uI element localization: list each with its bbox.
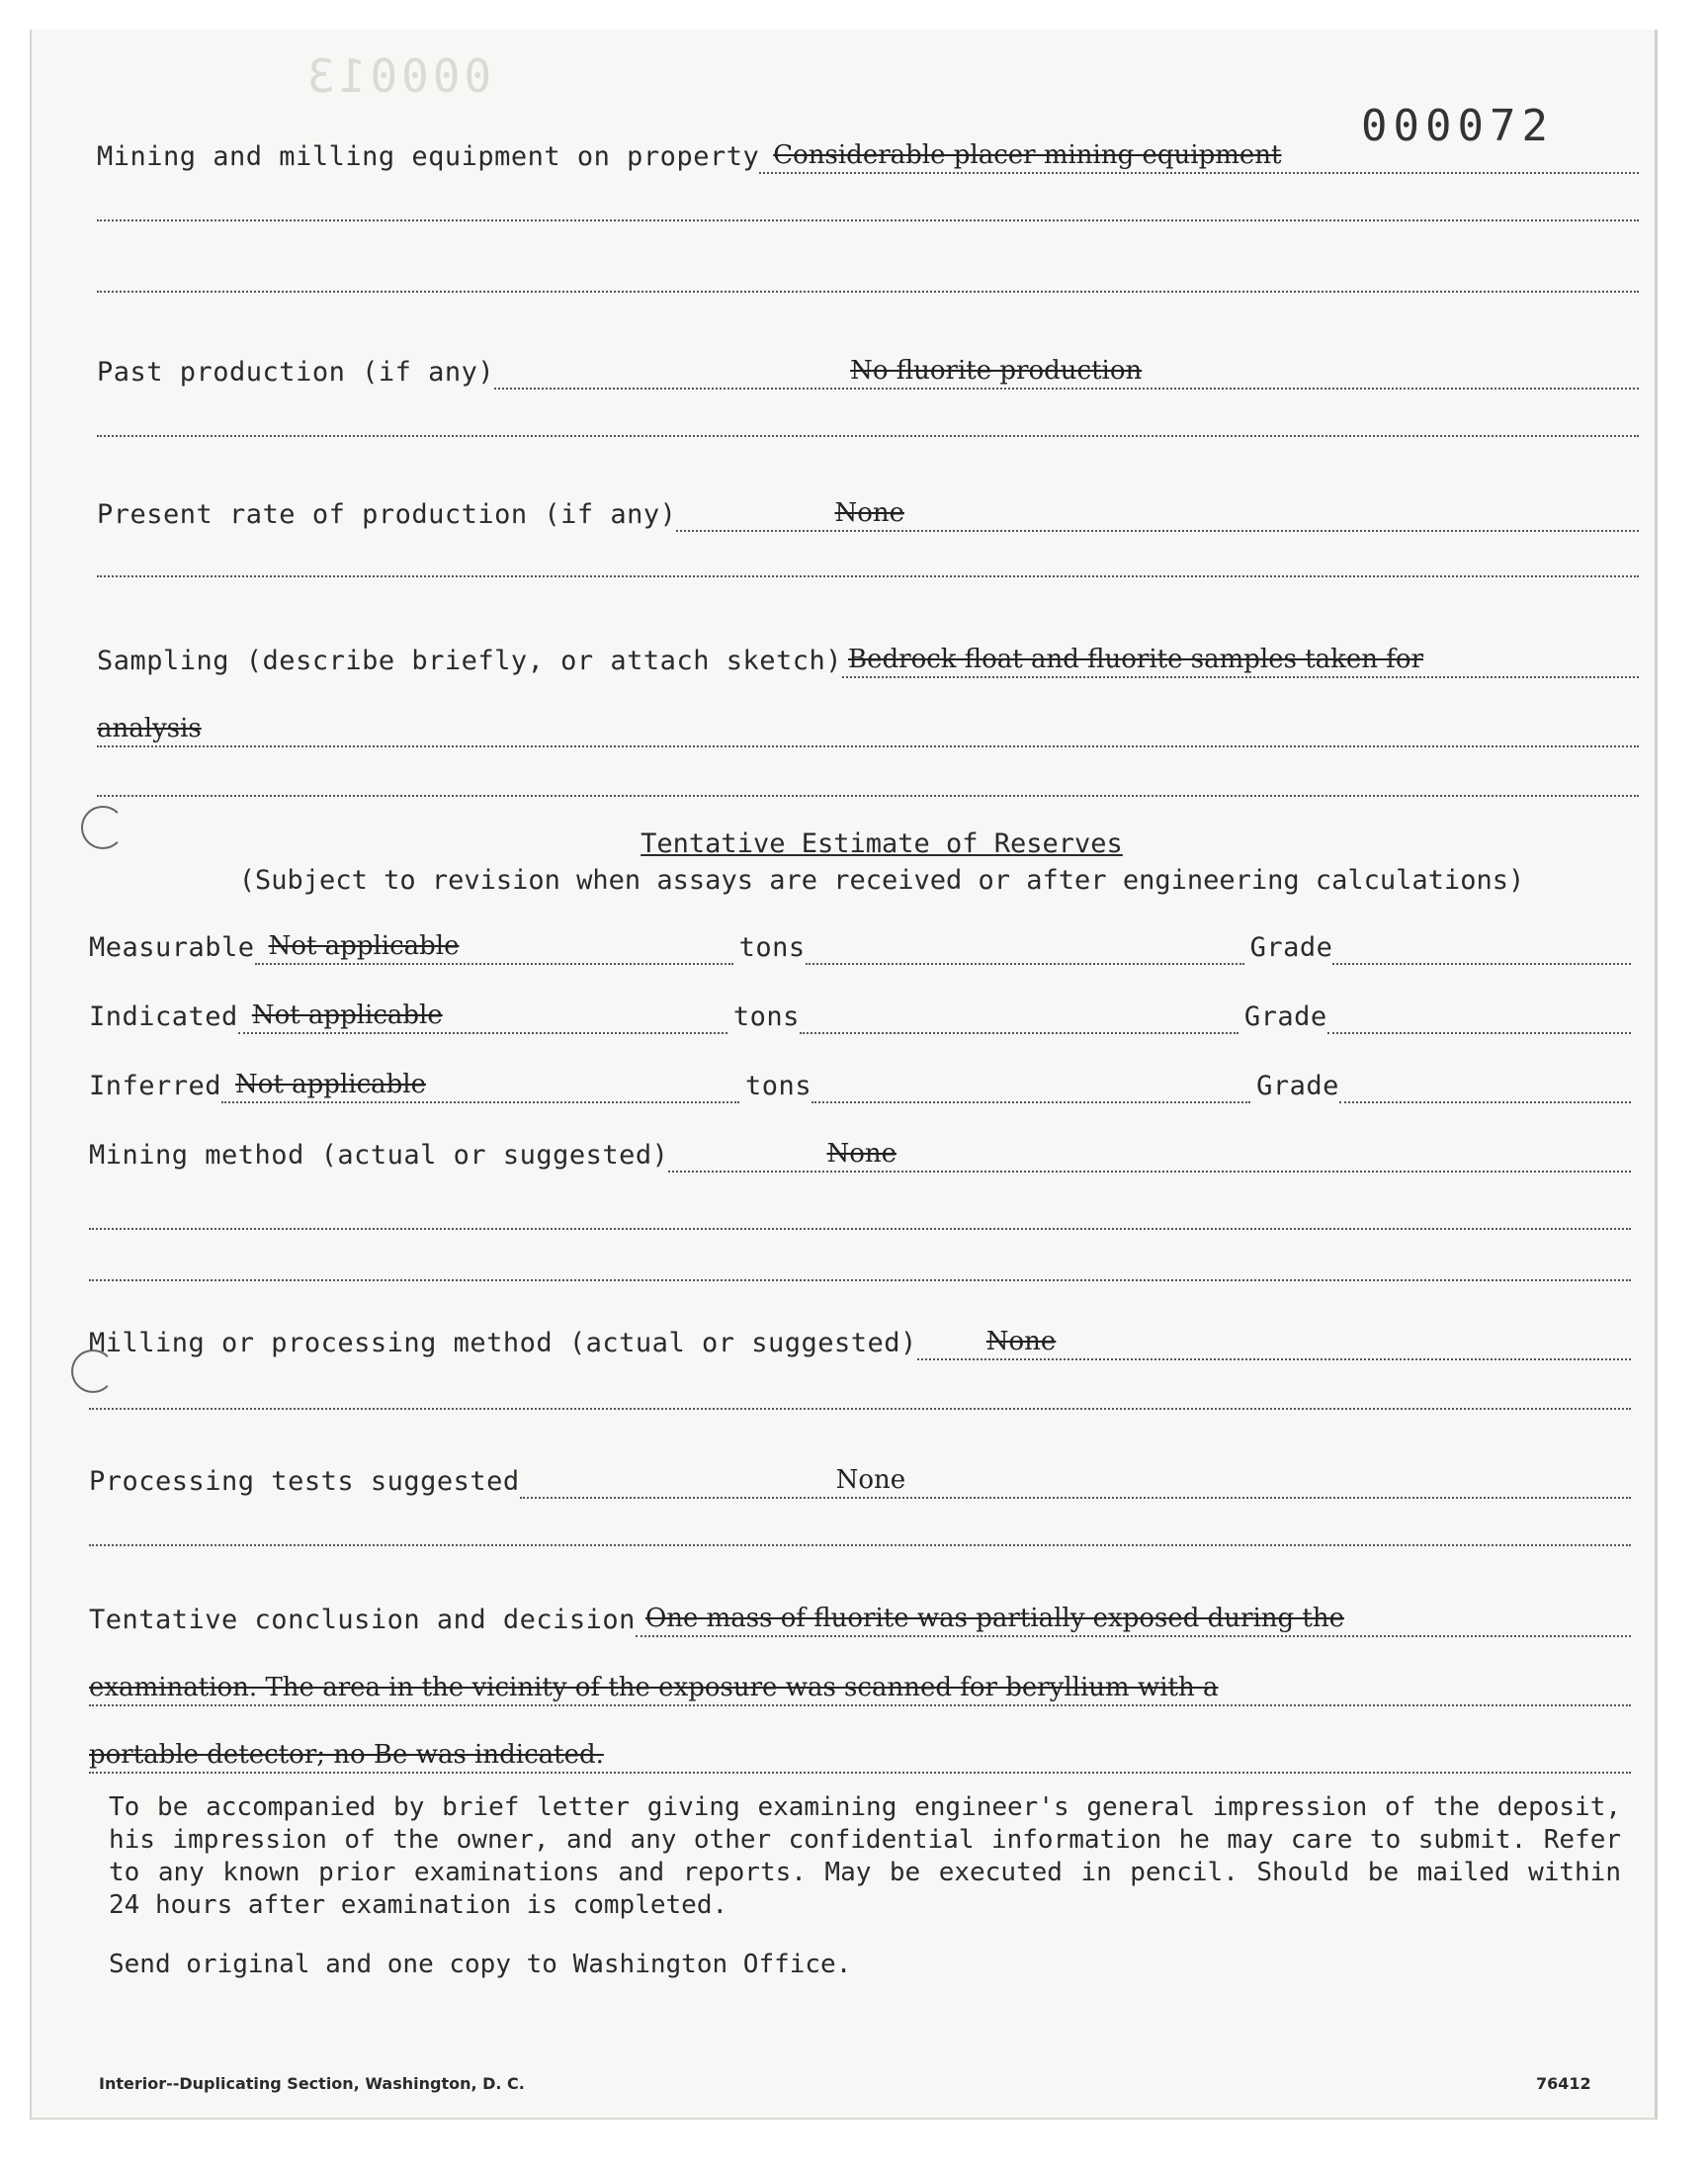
form-page <box>30 30 1658 2120</box>
mining-method-row <box>89 1127 1631 1173</box>
blank-line <box>89 1542 1631 1546</box>
mining-method-field[interactable] <box>668 1138 1631 1173</box>
inferred-tons-blank[interactable] <box>811 1099 1250 1103</box>
measurable-tons-field[interactable] <box>255 930 733 965</box>
inferred-grade-field[interactable] <box>1339 1099 1631 1103</box>
footer-printer: Interior--Duplicating Section, Washington, D. C. <box>99 2074 525 2093</box>
conclusion-field[interactable] <box>636 1603 1631 1637</box>
present-rate-label: Present rate of production (if any) <box>97 499 677 530</box>
grade-label: Grade <box>1256 1071 1339 1101</box>
milling-method-row <box>89 1315 1631 1360</box>
measurable-tons-blank[interactable] <box>806 961 1244 965</box>
processing-tests-value: None <box>835 1465 906 1495</box>
sampling-field[interactable] <box>842 644 1639 678</box>
document-number: 000072 <box>1361 101 1554 151</box>
reserves-label: Indicated <box>89 1001 238 1032</box>
measurable-grade-field[interactable] <box>1332 961 1631 965</box>
tons-label: tons <box>738 932 806 963</box>
sampling-continuation-field[interactable] <box>97 713 1639 747</box>
tons-label: tons <box>732 1001 800 1032</box>
past-production-value: No fluorite production <box>850 356 1143 386</box>
milling-method-value: None <box>985 1327 1057 1356</box>
reserves-subtitle: (Subject to revision when assays are received or after engineering calculations) <box>238 865 1525 896</box>
processing-tests-field[interactable] <box>520 1464 1631 1499</box>
blank-line <box>89 1406 1631 1410</box>
reserves-label: Inferred <box>89 1071 222 1101</box>
measurable-value: Not applicable <box>268 931 460 961</box>
equipment-label: Mining and milling equipment on property <box>97 141 760 172</box>
present-rate-field[interactable] <box>676 497 1639 532</box>
indicated-value: Not applicable <box>251 1000 443 1030</box>
reserves-label: Measurable <box>89 932 255 963</box>
conclusion-row-3 <box>89 1728 1631 1774</box>
milling-method-field[interactable] <box>917 1326 1631 1360</box>
blank-line <box>89 1277 1631 1281</box>
reserves-row-measurable <box>89 919 1631 965</box>
blank-line <box>97 433 1639 437</box>
indicated-grade-field[interactable] <box>1327 1030 1631 1034</box>
sampling-row <box>97 633 1639 678</box>
conclusion-row <box>89 1592 1631 1637</box>
blank-line <box>89 1226 1631 1230</box>
reserves-row-inferred <box>89 1058 1631 1103</box>
processing-tests-row <box>89 1453 1631 1499</box>
conclusion-field-3[interactable] <box>89 1739 1631 1774</box>
conclusion-label: Tentative conclusion and decision <box>89 1605 636 1635</box>
blank-line <box>97 218 1639 221</box>
reserves-title: Tentative Estimate of Reserves <box>640 828 1123 859</box>
conclusion-line-2: examination. The area in the vicinity of the exposure was scanned for beryllium with a <box>89 1673 1219 1702</box>
send-note: Send original and one copy to Washington Office. <box>109 1950 852 1979</box>
inferred-value: Not applicable <box>235 1070 426 1099</box>
conclusion-line-1: One mass of fluorite was partially exposed during the <box>644 1604 1345 1633</box>
sampling-label: Sampling (describe briefly, or attach sketch) <box>97 646 842 676</box>
tons-label: tons <box>745 1071 812 1101</box>
processing-tests-label: Processing tests suggested <box>89 1466 520 1497</box>
present-rate-row <box>97 486 1639 532</box>
indicated-tons-field[interactable] <box>238 1000 727 1034</box>
grade-label: Grade <box>1249 932 1333 963</box>
sampling-continuation-row <box>97 702 1639 747</box>
mining-method-label: Mining method (actual or suggested) <box>89 1140 669 1171</box>
present-rate-value: None <box>834 498 904 528</box>
past-production-label: Past production (if any) <box>97 357 495 388</box>
sampling-value: Bedrock float and fluorite samples taken for <box>848 645 1424 674</box>
bleed-through-number: 000013 <box>303 49 492 103</box>
inferred-tons-field[interactable] <box>221 1069 739 1103</box>
equipment-field[interactable] <box>759 139 1639 174</box>
milling-method-label: Milling or processing method (actual or suggested) <box>89 1328 917 1358</box>
blank-line <box>97 289 1639 293</box>
footer-form-number: 76412 <box>1536 2074 1591 2093</box>
equipment-row <box>97 129 1639 174</box>
conclusion-line-3: portable detector; no Be was indicated. <box>89 1740 604 1770</box>
instructions-paragraph: To be accompanied by brief letter giving examining engineer's general impression of the deposit, his impression of the owner, and any other confidential information he may care to submit. Refer to any known prior examinations and reports. May be executed in pencil. Should be mailed within 24 hours after examination is completed. <box>109 1792 1621 1920</box>
reserves-row-indicated <box>89 989 1631 1034</box>
blank-line <box>97 573 1639 577</box>
blank-line <box>97 793 1639 797</box>
punch-hole-mark <box>71 1349 115 1393</box>
grade-label: Grade <box>1243 1001 1327 1032</box>
mining-method-value: None <box>826 1139 897 1169</box>
conclusion-row-2 <box>89 1661 1631 1706</box>
past-production-row <box>97 344 1639 390</box>
past-production-field[interactable] <box>494 355 1639 390</box>
sampling-value-continued: analysis <box>97 714 202 743</box>
conclusion-field-2[interactable] <box>89 1672 1631 1706</box>
equipment-value: Considerable placer mining equipment <box>773 140 1282 170</box>
indicated-tons-blank[interactable] <box>800 1030 1238 1034</box>
